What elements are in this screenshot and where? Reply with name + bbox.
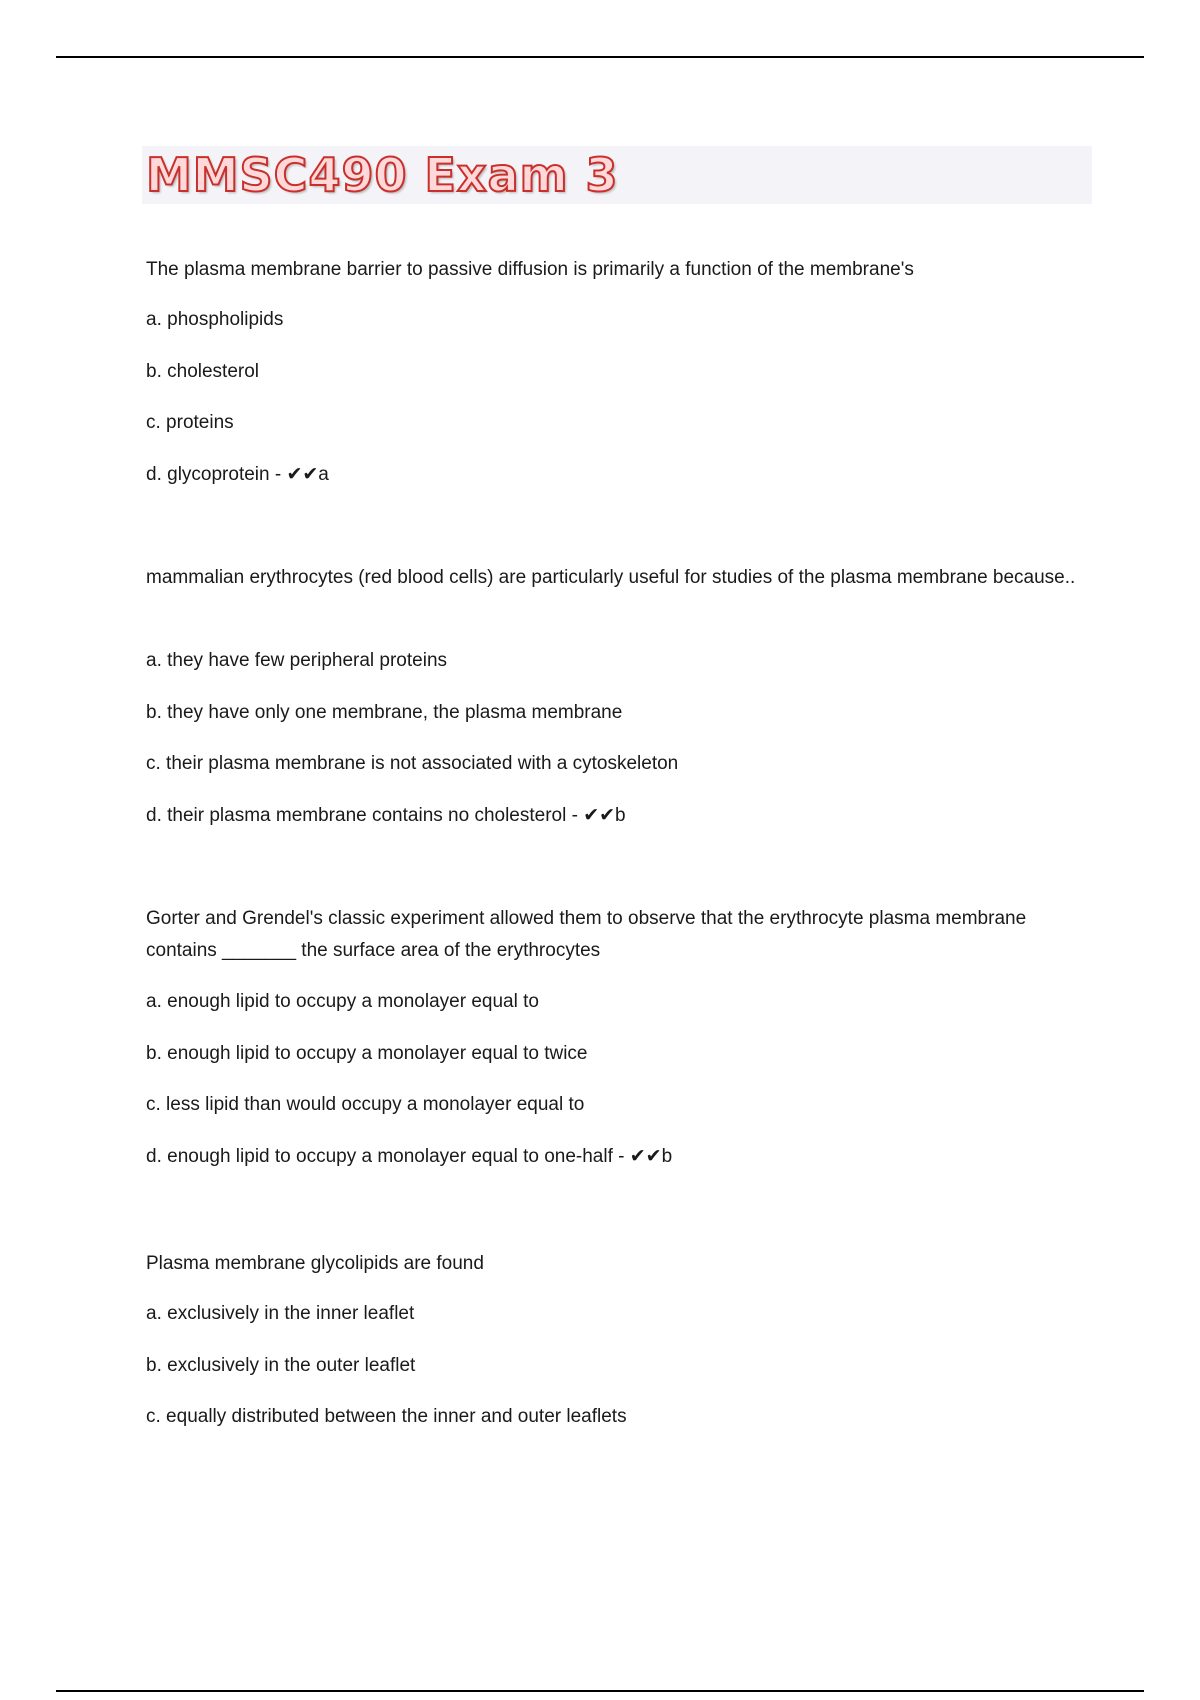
- question-4-option-a: a. exclusively in the inner leaflet: [146, 1303, 415, 1324]
- question-4-option-c: c. equally distributed between the inner and outer leaflets: [146, 1406, 627, 1427]
- question-1-text: The plasma membrane barrier to passive diffusion is primarily a function of the membrane's: [146, 259, 914, 280]
- question-2-text: mammalian erythrocytes (red blood cells) are particularly useful for studies of the plasma membrane because..: [146, 567, 1076, 588]
- question-1-option-d-answer: d. glycoprotein - ✔✔a: [146, 464, 329, 485]
- question-1-option-c: c. proteins: [146, 412, 234, 433]
- question-3-option-b: b. enough lipid to occupy a monolayer equal to twice: [146, 1043, 588, 1064]
- question-1-option-a: a. phospholipids: [146, 309, 284, 330]
- question-2-option-b: b. they have only one membrane, the plasma membrane: [146, 702, 623, 723]
- question-2-option-c: c. their plasma membrane is not associated with a cytoskeleton: [146, 753, 679, 774]
- top-rule: [56, 56, 1144, 58]
- title-banner: [142, 146, 1092, 204]
- question-4-text: Plasma membrane glycolipids are found: [146, 1253, 484, 1274]
- page-title: MMSC490 Exam 3: [146, 148, 619, 202]
- bottom-rule: [56, 1690, 1144, 1692]
- question-2-option-a: a. they have few peripheral proteins: [146, 650, 448, 671]
- question-4-option-b: b. exclusively in the outer leaflet: [146, 1355, 416, 1376]
- question-3-option-a: a. enough lipid to occupy a monolayer equal to: [146, 991, 539, 1012]
- question-3-option-d-answer: d. enough lipid to occupy a monolayer equal to one-half - ✔✔b: [146, 1146, 673, 1167]
- question-2-option-d-answer: d. their plasma membrane contains no cholesterol - ✔✔b: [146, 805, 626, 826]
- question-3-option-c: c. less lipid than would occupy a monolayer equal to: [146, 1094, 585, 1115]
- question-3-text: Gorter and Grendel's classic experiment allowed them to observe that the erythrocyte plasma membrane contains _______ the surface area of the erythrocytes: [146, 908, 1027, 961]
- question-1-option-b: b. cholesterol: [146, 361, 260, 382]
